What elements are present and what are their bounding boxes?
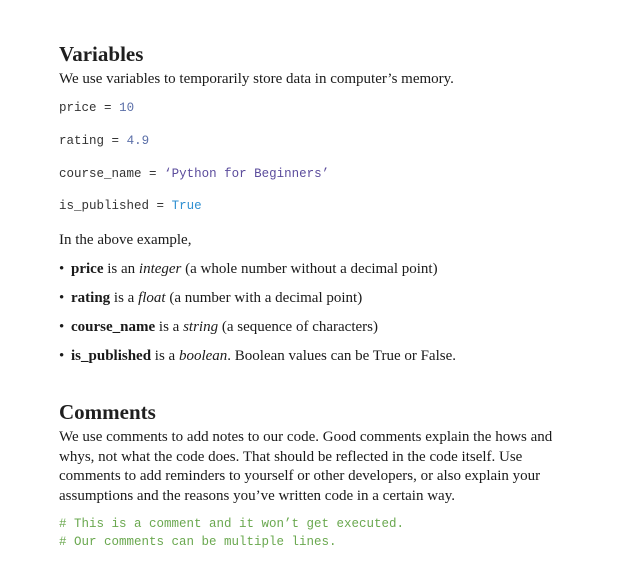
code-value: True — [171, 199, 202, 213]
term: rating — [71, 290, 111, 306]
code-var-name: rating — [59, 134, 105, 148]
variables-description: We use variables to temporarily store data in computer’s memory. — [59, 71, 454, 87]
comments-description: We use comments to add notes to our code. Good comments explain the hows and whys, not what the code does. That should be reflected in the code itself. Use comments to add reminders to yourself or other developers, or also explain your assumptions and the reasons you’ve written code in a certain way. — [59, 429, 553, 504]
list-item — [59, 317, 579, 346]
variables-heading: Variables — [59, 42, 144, 66]
bullet-icon: • — [59, 348, 65, 364]
type-name: string — [183, 319, 219, 335]
type-name: float — [138, 290, 166, 306]
code-operator: = — [104, 101, 112, 115]
code-var-name: is_published — [59, 199, 150, 213]
list-item — [59, 346, 579, 375]
text: (a whole number without a decimal point) — [181, 261, 438, 277]
text: is a — [155, 319, 184, 335]
code-comment-line: # Our comments can be multiple lines. — [59, 535, 337, 549]
code-line-is-published — [59, 198, 202, 214]
code-value: 10 — [119, 101, 135, 115]
text: (a sequence of characters) — [218, 319, 378, 335]
code-line-price — [59, 100, 134, 116]
code-value: 4.9 — [126, 134, 150, 148]
text: is a — [151, 348, 179, 364]
code-value: ‘Python for Beginners’ — [164, 167, 330, 181]
code-operator: = — [149, 167, 157, 181]
code-operator: = — [156, 199, 165, 213]
example-intro: In the above example, — [59, 232, 192, 248]
type-bullet-list — [59, 259, 579, 375]
code-var-name: course_name — [59, 167, 142, 181]
text: . Boolean values can be True or False. — [227, 348, 457, 364]
term: price — [71, 261, 104, 277]
code-operator: = — [111, 134, 120, 148]
code-line-course-name — [59, 166, 329, 182]
code-line-rating — [59, 133, 149, 149]
code-comment-line: # This is a comment and it won’t get executed. — [59, 517, 405, 531]
bullet-icon: • — [59, 319, 65, 335]
bullet-icon: • — [59, 290, 65, 306]
bullet-icon: • — [59, 261, 65, 277]
text: is a — [110, 290, 139, 306]
term: is_published — [71, 348, 152, 364]
list-item — [59, 288, 579, 317]
code-var-name: price — [59, 101, 97, 115]
text: is an — [103, 261, 139, 277]
type-name: boolean — [178, 348, 228, 364]
text: (a number with a decimal point) — [165, 290, 363, 306]
term: course_name — [71, 319, 156, 335]
comments-heading: Comments — [59, 400, 156, 424]
type-name: integer — [138, 261, 182, 277]
list-item — [59, 259, 579, 288]
